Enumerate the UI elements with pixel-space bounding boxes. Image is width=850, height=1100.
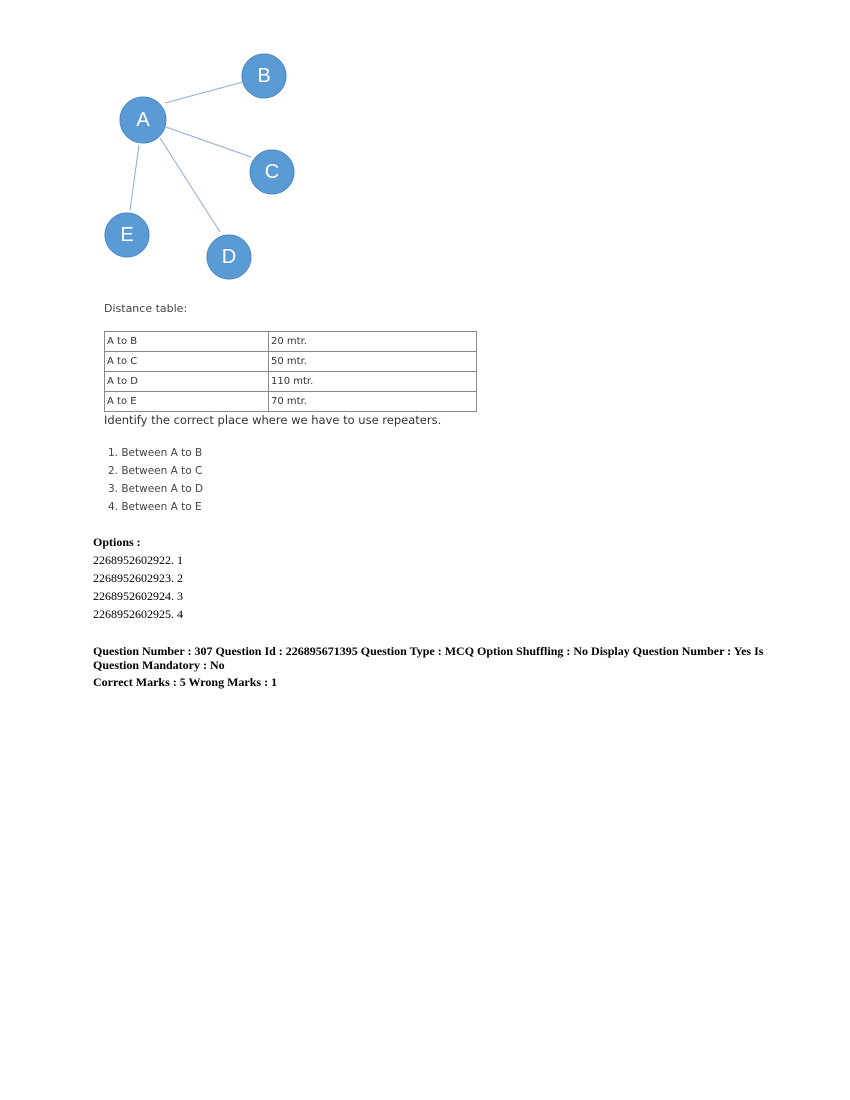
edge-a-d [160, 138, 220, 232]
question-marks: Correct Marks : 5 Wrong Marks : 1 [93, 675, 278, 689]
list-item: 2. Between A to C [108, 465, 203, 477]
route-cell: A to C [105, 352, 269, 372]
node-e-label: E [120, 224, 134, 246]
distance-cell: 20 mtr. [269, 332, 477, 352]
edge-a-e [130, 145, 139, 210]
question-meta-line: Question Mandatory : No [93, 658, 225, 672]
route-cell: A to D [105, 372, 269, 392]
list-item: 3. Between A to D [108, 483, 204, 495]
question-text: Identify the correct place where we have to use repeaters. [104, 413, 442, 427]
node-e [105, 213, 149, 257]
distance-cell: 50 mtr. [269, 352, 477, 372]
node-d [207, 235, 251, 279]
network-diagram [0, 0, 320, 300]
table-row [105, 372, 477, 392]
table-row [105, 352, 477, 372]
option-item: 2268952602923. 2 [93, 571, 183, 585]
choice-list [108, 444, 203, 516]
distance-cell: 70 mtr. [269, 392, 477, 412]
table-row [105, 392, 477, 412]
options-title: Options : [93, 535, 141, 549]
option-item: 2268952602925. 4 [93, 607, 183, 621]
edge-a-b [165, 82, 243, 103]
table-row [105, 332, 477, 352]
option-item: 2268952602924. 3 [93, 589, 183, 603]
node-b [242, 54, 286, 98]
node-a-label: A [136, 109, 150, 131]
node-b-label: B [257, 65, 271, 87]
node-c-label: C [264, 161, 280, 183]
node-c [250, 150, 294, 194]
distance-cell: 110 mtr. [269, 372, 477, 392]
route-cell: A to E [105, 392, 269, 412]
node-a [120, 97, 166, 143]
node-d-label: D [221, 246, 237, 268]
distance-table-caption: Distance table: [104, 302, 188, 315]
list-item: 1. Between A to B [108, 447, 203, 459]
distance-table [104, 331, 477, 412]
route-cell: A to B [105, 332, 269, 352]
list-item: 4. Between A to E [108, 501, 202, 513]
question-meta-line: Question Number : 307 Question Id : 226895671395 Question Type : MCQ Option Shuffling : No Display Question Number : Yes Is [93, 644, 764, 658]
edge-a-c [166, 127, 251, 157]
option-item: 2268952602922. 1 [93, 553, 183, 567]
